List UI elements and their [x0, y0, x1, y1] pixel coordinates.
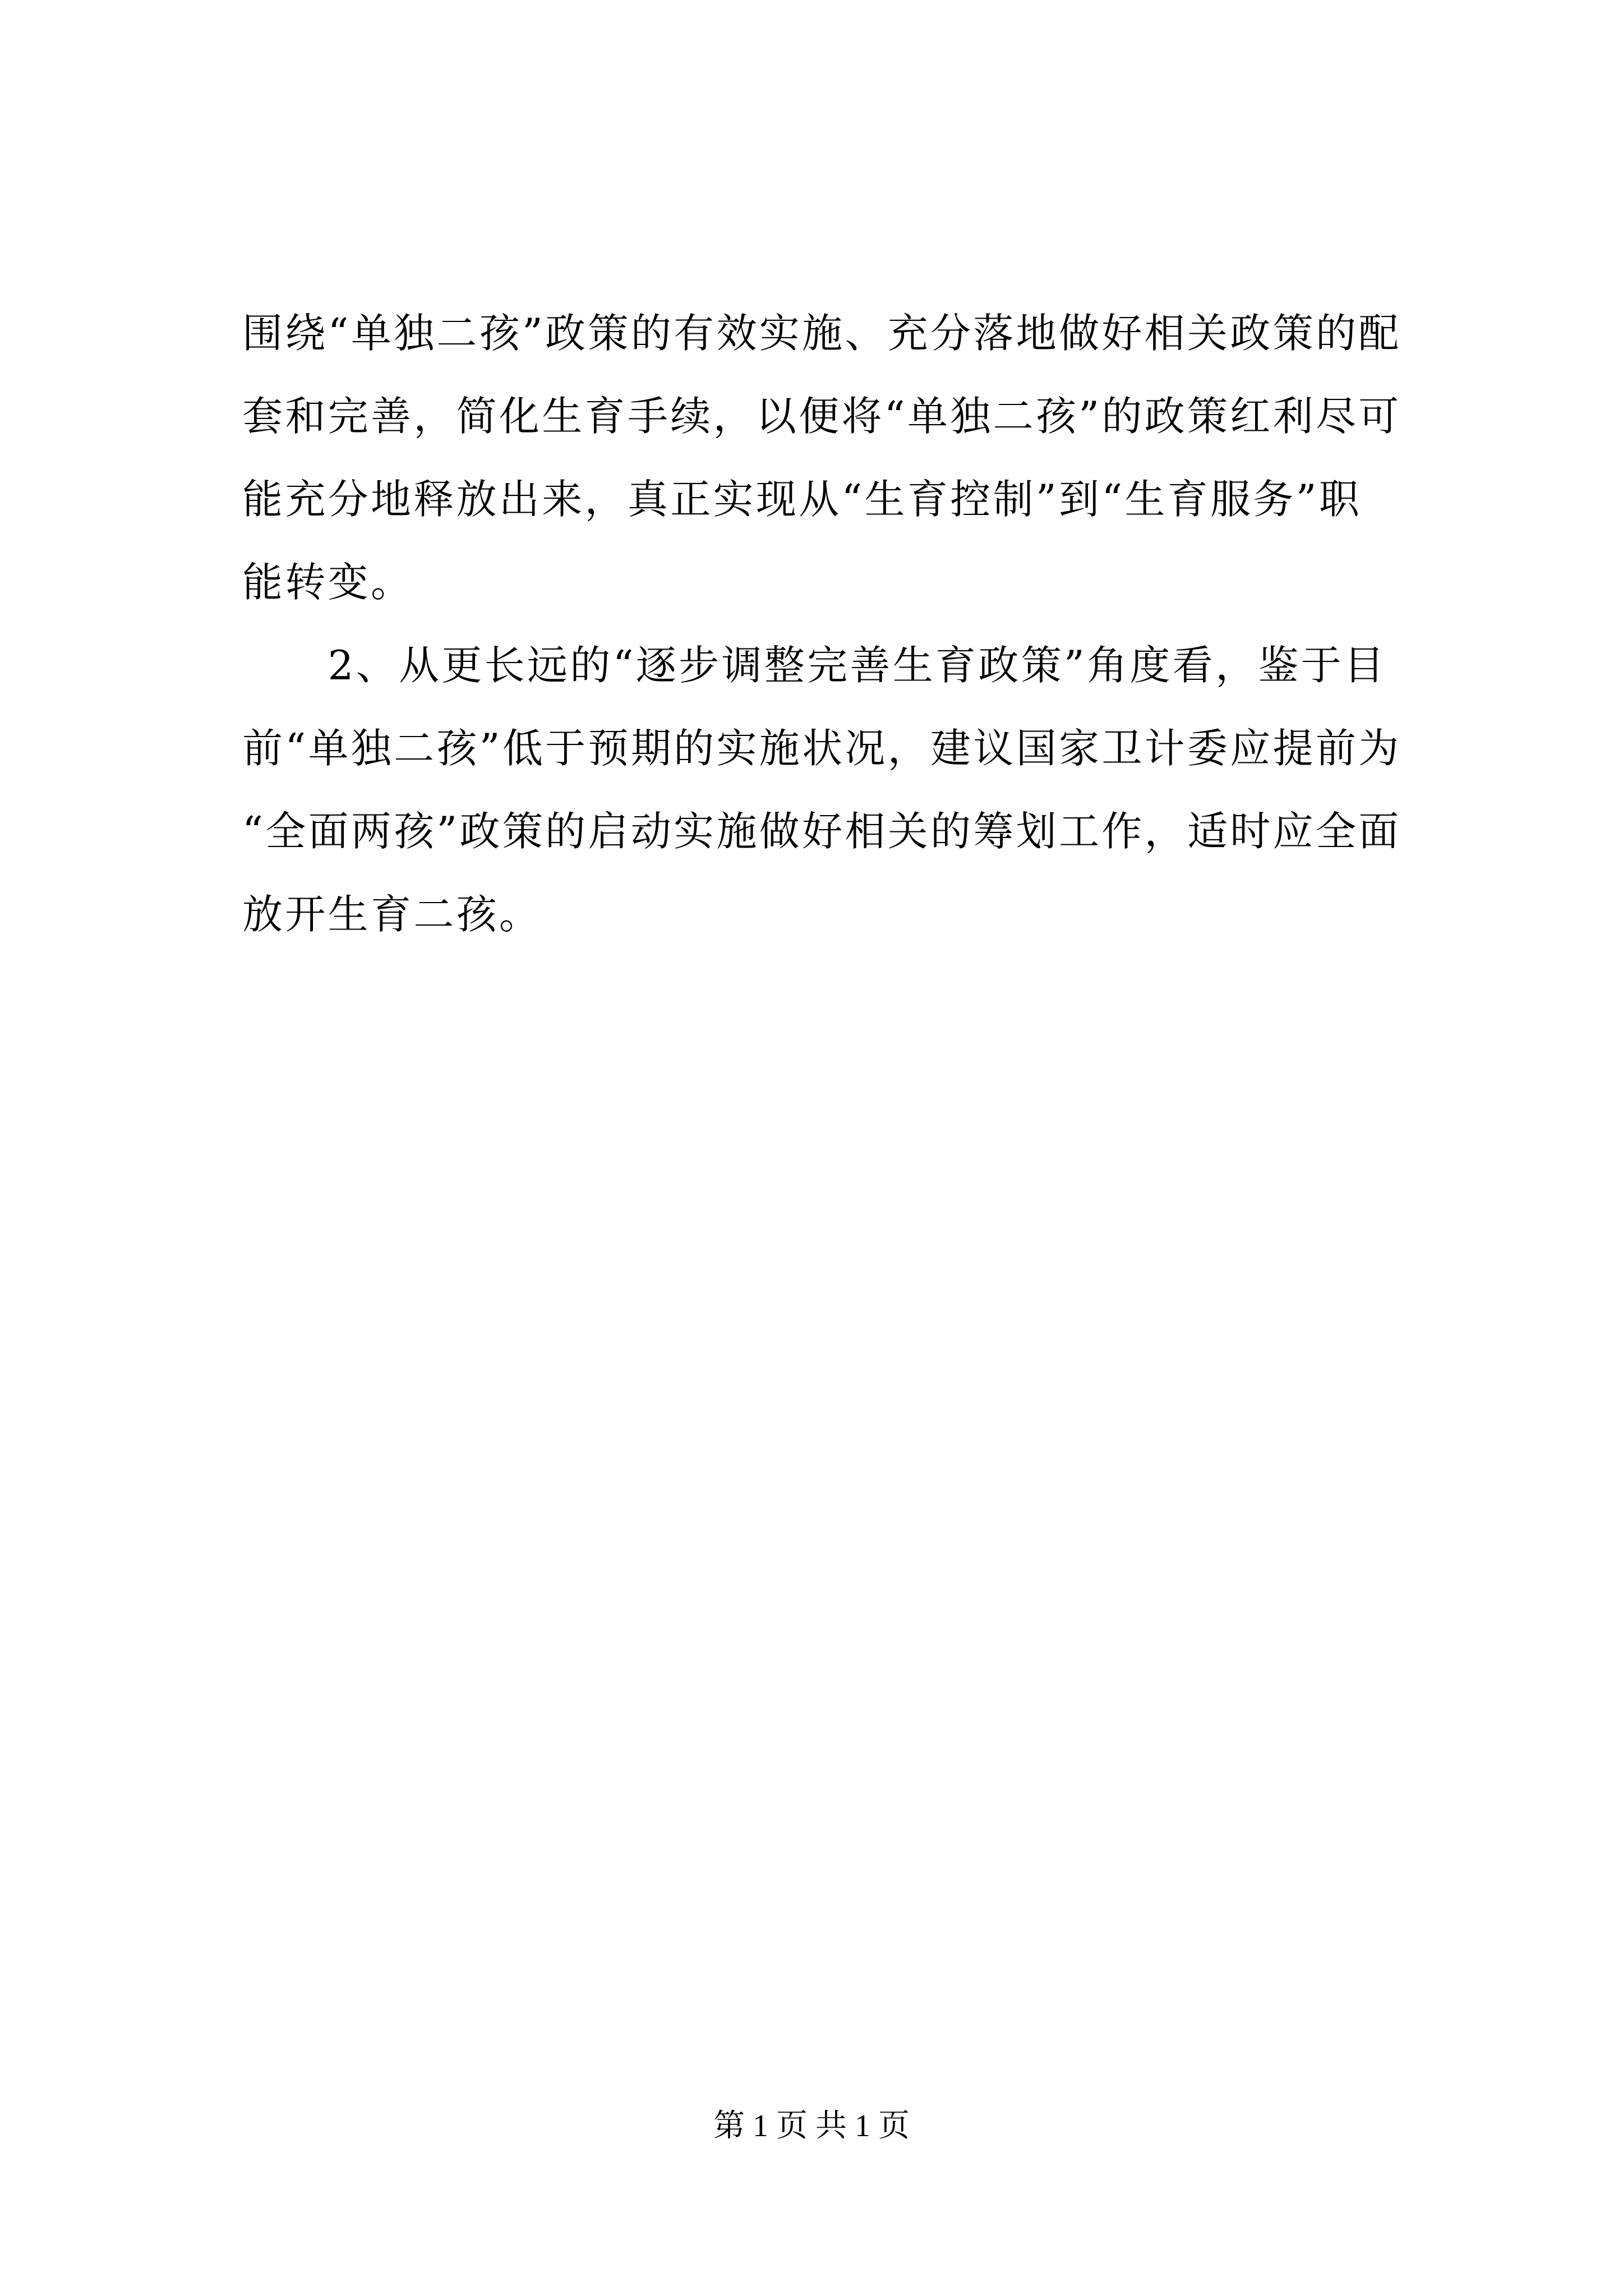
text-line: “全面两孩”政策的启动实施做好相关的筹划工作，适时应全面 — [242, 808, 1401, 855]
paragraph-recommendation-2 — [242, 624, 1420, 956]
text-line: 套和完善，简化生育手续，以便将“单独二孩”的政策红利尽可 — [242, 393, 1401, 440]
page-number-footer: 第 1 页 共 1 页 — [713, 2109, 910, 2143]
text-line: 2、从更长远的“逐步调整完善生育政策”角度看，鉴于目 — [242, 642, 1387, 689]
text-line: 能充分地释放出来，真正实现从“生育控制”到“生育服务”职 — [242, 476, 1362, 523]
text-line: 围绕“单独二孩”政策的有效实施、充分落地做好相关政策的配 — [242, 310, 1401, 357]
text-line: 放开生育二孩。 — [242, 891, 542, 938]
text-line: 前“单独二孩”低于预期的实施状况，建议国家卫计委应提前为 — [242, 725, 1401, 772]
text-line: 能转变。 — [242, 559, 414, 606]
document-body — [242, 292, 1420, 956]
paragraph-continuation — [242, 292, 1420, 624]
